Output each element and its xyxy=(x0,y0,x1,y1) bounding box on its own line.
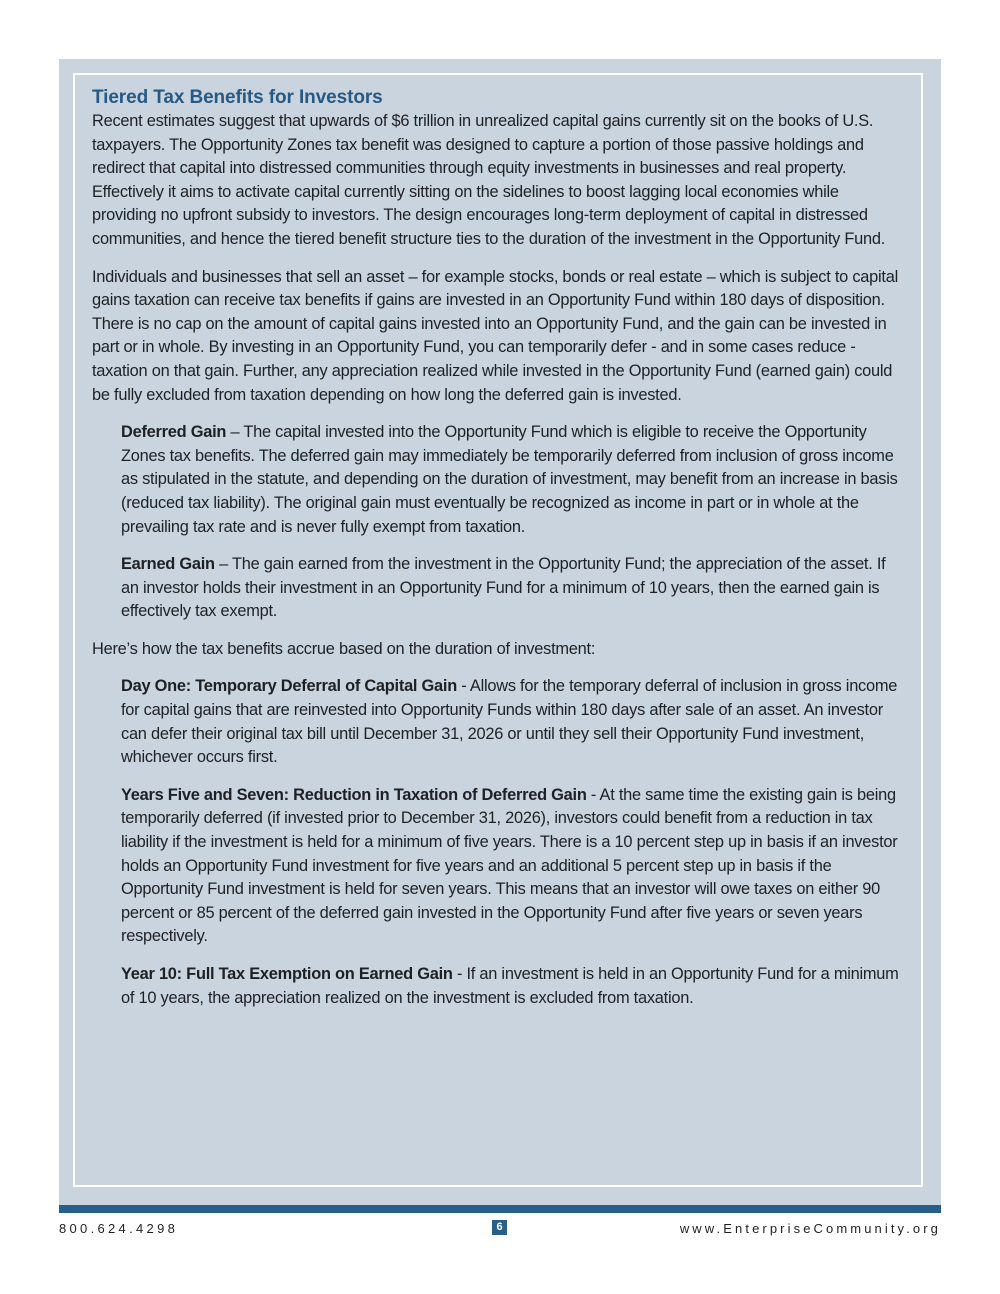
benefit-years-five-seven xyxy=(121,784,907,949)
benefit-term: Day One: Temporary Deferral of Capital Gain xyxy=(121,677,457,696)
benefit-year-ten xyxy=(121,963,907,1010)
benefits-intro: Here’s how the tax benefits accrue based on the duration of investment: xyxy=(92,639,596,658)
definition-earned-gain xyxy=(121,553,907,624)
section-title: Tiered Tax Benefits for Investors xyxy=(92,87,383,108)
benefit-text: - Allows for the temporary deferral of inclusion in gross income for capital gains that are reinvested into Opportunity Funds within 180 days after sale of an asset. An investor can defer their original tax bill until December 31, 2026 or until they sell their Opportunity Fund investment, whichever occurs first. xyxy=(121,677,898,767)
definition-term: Earned Gain xyxy=(121,555,215,574)
definition-deferred-gain xyxy=(121,421,907,539)
page-number-badge: 6 xyxy=(492,1220,507,1235)
benefit-text: - If an investment is held in an Opportunity Fund for a minimum of 10 years, the appreciation realized on the investment is excluded from taxation. xyxy=(121,965,899,1007)
benefit-term: Year 10: Full Tax Exemption on Earned Gain xyxy=(121,965,453,983)
benefit-term: Years Five and Seven: Reduction in Taxation of Deferred Gain xyxy=(121,785,587,804)
paragraph-how-it-works: Individuals and businesses that sell an asset – for example stocks, bonds or real estate – which is subject to capital gains taxation can receive tax benefits if gains are invested in an Opportunity Fund within 180 days of disposition. There is no cap on the amount of capital gains invested into an Opportunity Fund, and the gain can be invested in part or in whole. By investing in an Opportunity Fund, you can temporarily defer - and in some cases reduce - taxation on that gain. Further, any appreciation realized while invested in the Opportunity Fund (earned gain) could be fully excluded from taxation depending on how long the deferred gain is invested. xyxy=(92,267,898,404)
paragraph-intro: Recent estimates suggest that upwards of $6 trillion in unrealized capital gains currently sit on the books of U.S. taxpayers. The Opportunity Zones tax benefit was designed to capture a portion of those passive holdings and redirect that capital into distressed communities through equity investments in businesses and real property. Effectively it aims to activate capital currently sitting on the sidelines to boost lagging local economies while providing no upfront subsidy to investors. The design encourages long-term deployment of capital in distressed communities, and hence the tiered benefit structure ties to the duration of the investment in the Opportunity Fund. xyxy=(92,112,886,248)
definition-text: – The capital invested into the Opportunity Fund which is eligible to receive the Opportunity Zones tax benefits. The deferred gain may immediately be temporarily deferred from inclusion of gross income as stipulated in the statute, and depending on the duration of investment, may benefit from an increase in basis (reduced tax liability). The original gain must eventually be recognized as income in part or in whole at the prevailing tax rate and is never fully exempt from taxation. xyxy=(121,423,898,536)
article-content xyxy=(92,86,907,1024)
footer-phone: 800.624.4298 xyxy=(59,1221,179,1236)
footer-website: www.EnterpriseCommunity.org xyxy=(679,1221,941,1236)
footer-rule xyxy=(59,1205,941,1213)
benefit-text: - At the same time the existing gain is being temporarily deferred (if invested prior to December 31, 2026), investors could benefit from a reduction in tax liability if the investment is held for a minimum of five years. There is a 10 percent step up in basis if an investor holds an Opportunity Fund investment for five years and an additional 5 percent step up in basis if the Opportunity Fund investment is held for seven years. This means that an investor will owe taxes on either 90 percent or 85 percent of the deferred gain invested in the Opportunity Fund after five years or seven years respectively. xyxy=(121,785,898,946)
definition-text: – The gain earned from the investment in the Opportunity Fund; the appreciation of the asset. If an investor holds their investment in an Opportunity Fund for a minimum of 10 years, then the earned gain is effectively tax exempt. xyxy=(121,555,886,621)
benefit-day-one xyxy=(121,675,907,769)
definition-term: Deferred Gain xyxy=(121,423,227,442)
